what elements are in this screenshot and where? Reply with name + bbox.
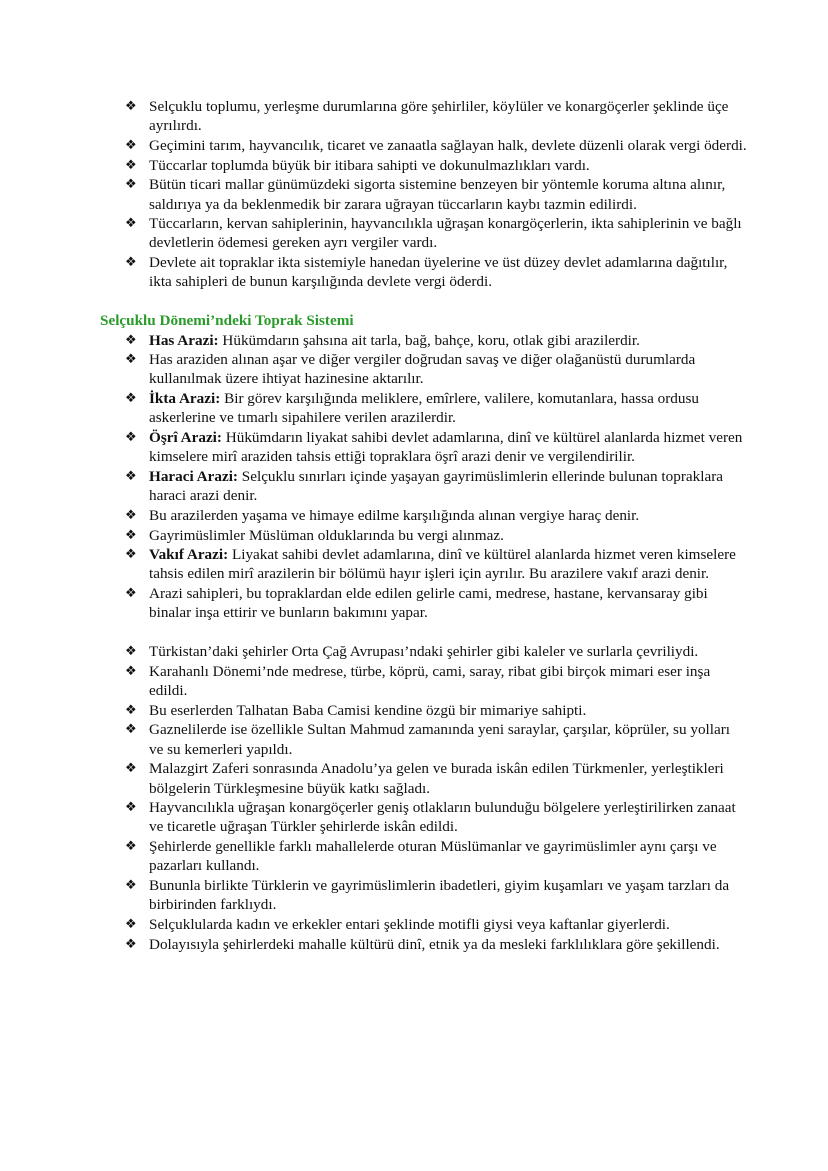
term-label: Vakıf Arazi: xyxy=(149,546,229,564)
bullet-icon: ❖ xyxy=(125,99,137,114)
society-list xyxy=(100,97,748,292)
term-label: Öşrî Arazi: xyxy=(149,429,222,447)
item-text: Türkistan’daki şehirler Orta Çağ Avrupası’ndaki şehirler gibi kaleler ve surlarla çevriliydi. xyxy=(149,643,699,661)
bullet-icon: ❖ xyxy=(125,507,137,523)
bullet-icon: ❖ xyxy=(125,722,137,738)
item-text: Bütün ticari mallar günümüzdeki sigorta sistemine benzeyen bir yöntemle koruma altına alınır, saldırıya ya da beklenmedik bir zarara uğrayan tüccarların kaybı tazmin edilirdi. xyxy=(149,176,726,213)
list-item xyxy=(100,350,748,388)
list-item xyxy=(100,253,748,291)
item-text: Hükümdarın liyakat sahibi devlet adamlarına, dinî ve kültürel alanlarda hizmet veren kimselere mirî araziden tahsis ettiği topraklara öşrî arazi denir ve vergilendirilir. xyxy=(149,429,743,466)
list-item xyxy=(100,798,748,836)
bullet-icon: ❖ xyxy=(125,216,137,232)
bullet-icon: ❖ xyxy=(125,800,137,816)
list-item xyxy=(100,759,748,797)
item-text: Has araziden alınan aşar ve diğer vergiler doğrudan savaş ve diğer olağanüstü durumlarda kullanılmak üzere ihtiyat hazinesine aktarılır. xyxy=(149,351,696,388)
bullet-icon: ❖ xyxy=(125,177,137,193)
list-item xyxy=(100,662,748,700)
item-text: Bu arazilerden yaşama ve himaye edilme karşılığında alınan vergiye haraç denir. xyxy=(149,506,640,524)
list-item xyxy=(100,389,748,427)
item-text: Hükümdarın şahsına ait tarla, bağ, bahçe, koru, otlak gibi arazilerdir. xyxy=(218,331,640,349)
bullet-icon: ❖ xyxy=(125,761,137,777)
term-label: Haraci Arazi: xyxy=(149,467,238,485)
bullet-icon: ❖ xyxy=(125,878,137,894)
term-label: Has Arazi: xyxy=(149,331,219,349)
bullet-icon: ❖ xyxy=(125,547,137,563)
bullet-icon: ❖ xyxy=(125,936,137,952)
item-text: Gayrimüslimler Müslüman olduklarında bu vergi alınmaz. xyxy=(149,526,504,544)
item-text: Geçimini tarım, hayvancılık, ticaret ve zanaatla sağlayan halk, devlete düzenli olarak vergi öderdi. xyxy=(149,136,747,154)
bullet-icon: ❖ xyxy=(125,430,137,446)
list-item xyxy=(100,584,748,622)
list-item xyxy=(100,506,748,525)
bullet-icon: ❖ xyxy=(125,255,137,271)
item-text: Selçuklularda kadın ve erkekler entari şeklinde motifli giysi veya kaftanlar giyerlerdi. xyxy=(149,915,670,933)
list-item xyxy=(100,837,748,875)
bullet-icon: ❖ xyxy=(125,663,137,679)
item-text: Bir görev karşılığında meliklere, emîrlere, valilere, komutanlara, hassa ordusu askerlerine ve tımarlı sipahilere verilen arazilerdir. xyxy=(149,390,699,427)
bullet-icon: ❖ xyxy=(125,352,137,368)
item-text: Bu eserlerden Talhatan Baba Camisi kendine özgü bir mimariye sahipti. xyxy=(149,701,587,719)
spacer xyxy=(100,623,748,642)
item-text: Liyakat sahibi devlet adamlarına, dinî ve kültürel alanlarda hizmet veren kimselere tahsis edilen mirî arazilerin bir bölümü hayır işleri için ayrılır. Bu arazilere vakıf arazi denir. xyxy=(149,546,736,583)
list-item xyxy=(100,935,748,954)
item-text: Bununla birlikte Türklerin ve gayrimüslimlerin ibadetleri, giyim kuşamları ve yaşam tarzları da birbirinden farklıydı. xyxy=(149,877,730,914)
item-text: Karahanlı Dönemi’nde medrese, türbe, köprü, cami, saray, ribat gibi birçok mimari eser inşa edildi. xyxy=(149,662,711,699)
list-item xyxy=(100,467,748,505)
bullet-icon: ❖ xyxy=(125,527,137,543)
bullet-icon: ❖ xyxy=(125,839,137,855)
land-system-list xyxy=(100,331,748,623)
bullet-icon: ❖ xyxy=(125,137,137,153)
term-label: İkta Arazi: xyxy=(149,390,221,408)
list-item xyxy=(100,526,748,545)
list-item xyxy=(100,701,748,720)
item-text: Malazgirt Zaferi sonrasında Anadolu’ya gelen ve burada iskân edilen Türkmenler, yerleştikleri bölgelerin Türkleşmesine büyük katkı sağladı. xyxy=(149,760,724,797)
cities-list xyxy=(100,642,748,954)
list-item xyxy=(100,428,748,466)
list-item xyxy=(100,720,748,758)
list-item xyxy=(100,642,748,661)
bullet-icon: ❖ xyxy=(125,468,137,484)
bullet-icon: ❖ xyxy=(125,916,137,932)
item-text: Tüccarlar toplumda büyük bir itibara sahipti ve dokunulmazlıkları vardı. xyxy=(149,156,590,174)
list-item xyxy=(100,136,748,155)
list-item xyxy=(100,156,748,175)
list-item xyxy=(100,175,748,213)
list-item xyxy=(100,214,748,252)
item-text: Tüccarların, kervan sahiplerinin, hayvancılıkla uğraşan konargöçerlerin, ikta sahiplerinin ve bağlı devletlerin ödemesi gereken ayrı vergiler vardı. xyxy=(149,215,742,252)
bullet-icon: ❖ xyxy=(125,332,137,348)
bullet-icon: ❖ xyxy=(125,391,137,407)
bullet-icon: ❖ xyxy=(125,644,137,660)
list-item xyxy=(100,331,748,350)
list-item xyxy=(100,915,748,934)
item-text: Hayvancılıkla uğraşan konargöçerler geniş otlakların bulunduğu bölgelere yerleştirilirken zanaat ve ticaretle uğraşan Türkler şehirlerde iskân edildi. xyxy=(149,799,736,836)
item-text: Selçuklu toplumu, yerleşme durumlarına göre şehirliler, köylüler ve konargöçerler şeklinde üçe ayrılırdı. xyxy=(149,98,729,135)
section-title: Selçuklu Dönemi’ndeki Toprak Sistemi xyxy=(100,311,354,329)
list-item xyxy=(100,545,748,583)
item-text: Devlete ait topraklar ikta sistemiyle hanedan üyelerine ve üst düzey devlet adamlarına dağıtılır, ikta sahipleri de bunun karşılığında devlete vergi öderdi. xyxy=(149,254,728,291)
item-text: Arazi sahipleri, bu topraklardan elde edilen gelirle cami, medrese, hastane, kervansaray gibi binalar inşa ettirir ve bunların bakımını yapar. xyxy=(149,585,708,622)
bullet-icon: ❖ xyxy=(125,157,137,173)
bullet-icon: ❖ xyxy=(125,586,137,602)
bullet-icon: ❖ xyxy=(125,702,137,718)
item-text: Gaznelilerde ise özellikle Sultan Mahmud zamanında yeni saraylar, çarşılar, köprüler, su yolları ve su kemerleri yapıldı. xyxy=(149,721,730,758)
list-item xyxy=(100,97,748,135)
list-item xyxy=(100,876,748,914)
item-text: Şehirlerde genellikle farklı mahallelerde oturan Müslümanlar ve gayrimüslimler aynı çarşı ve pazarları kullandı. xyxy=(149,838,717,875)
item-text: Dolayısıyla şehirlerdeki mahalle kültürü dinî, etnik ya da mesleki farklılıklara göre şekillendi. xyxy=(149,935,720,953)
item-text: Selçuklu sınırları içinde yaşayan gayrimüslimlerin ellerinde bulunan topraklara haraci arazi denir. xyxy=(149,467,723,505)
